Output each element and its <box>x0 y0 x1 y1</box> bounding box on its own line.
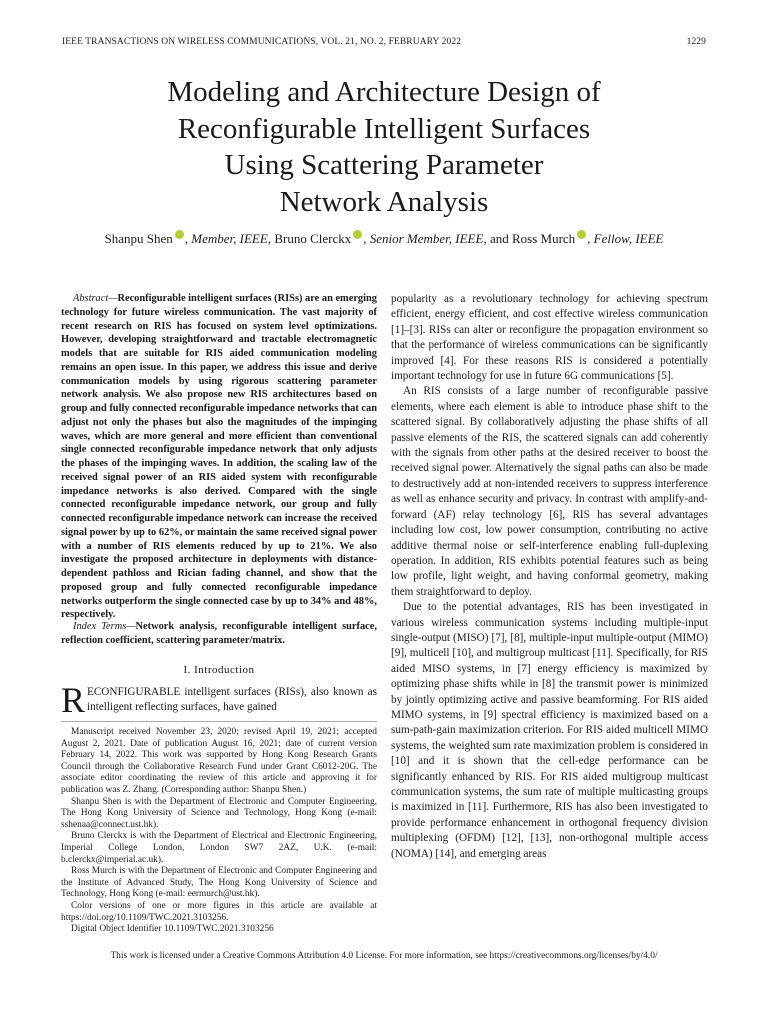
footnote: Bruno Clerckx is with the Department of Electrical and Electronic Engineering, Imperial College London, London SW7 2AZ, U.K. (e-mail: b.clerckx@imperial.ac.uk). <box>61 831 377 865</box>
intro-paragraph <box>61 680 377 720</box>
body-paragraph: Due to the potential advantages, RIS has been investigated in various wireless communication systems including multiple-input single-output (MISO) [7], [8], multiple-input multiple-output (MIMO) [9], multicell [10], and multigroup multicast [11]. Specifically, for RIS aided MISO systems, in [7] energy efficiency is maximized by optimizing phase shifts while in [8] the transmit power is minimized by jointly optimizing active and passive beamforming. For RIS aided MIMO systems, in [9] spectral efficiency is maximized based on a sum-path-gain maximization criterion. For RIS aided multicell MIMO systems, the weighted sum rate maximization problem is considered in [10] and it is shown that the cell-edge performance can be significantly enhanced by RIS. For RIS aided multigroup multicast communication systems, the sum rate of multiple multicasting groups is maximized in [11]. Furthermore, RIS has also been investigated to provide performance enhancement in orthogonal frequency division multiplexing (OFDM) [12], [13], non-orthogonal multiple access (NOMA) [14], and emerging areas <box>391 601 708 860</box>
footnote-rule <box>61 721 377 722</box>
journal-name: IEEE TRANSACTIONS ON WIRELESS COMMUNICATIONS, VOL. 21, NO. 2, FEBRUARY 2022 <box>62 37 462 47</box>
footnotes <box>61 727 377 936</box>
title-line: Reconfigurable Intelligent Surfaces <box>177 112 591 145</box>
index-terms <box>61 620 377 648</box>
author-list: Shanpu Shen , Member, IEEE, Bruno Clerckx , Senior Member, IEEE, and Ross Murch , Fellow, IEEE <box>104 231 664 246</box>
author-name: Ross Murch <box>511 231 576 246</box>
author-name: Shanpu Shen <box>104 231 173 246</box>
license-notice: This work is licensed under a Creative Commons Attribution 4.0 License. For more information, see https://creativecommons.org/licenses/by/4.0/ <box>110 951 658 961</box>
right-column <box>391 292 708 862</box>
title-line: Network Analysis <box>279 185 489 218</box>
abstract-text: Reconfigurable intelligent surfaces (RISs) are an emerging technology for future wireless communication. The vast majority of recent research on RIS has focused on system level optimizations. However, developing straightforward and tractable electromagnetic models that are suitable for RIS aided communication modeling remains an open issue. In this paper, we address this issue and derive communication models by using rigorous scattering parameter network analysis. We also propose new RIS architectures based on group and fully connected reconfigurable impedance networks that can adjust not only the phases but also the magnitudes of the impinging waves, which are more general and more efficient than conventional single connected reconfigurable impedance network that only adjusts the phases of the impinging waves. In addition, the scaling law of the received signal power of an RIS aided system with reconfigurable impedance networks is also derived. Compared with the single connected reconfigurable impedance network, our group and fully connected reconfigurable impedance network can increase the received signal power by up to 62%, or maintain the same received signal power with a number of RIS elements reduced by up to 21%. We also investigate the proposed architecture in deployments with distance-dependent pathloss and Rician fading channel, and show that the proposed group and fully connected reconfigurable impedance networks outperform the single connected case by up to 34% and 48%, respectively. <box>61 293 377 621</box>
abstract-label: Abstract— <box>73 293 118 304</box>
footnote: Ross Murch is with the Department of Electronic and Computer Engineering and the Institute of Advanced Study, The Hong Kong University of Science and Technology, Hong Kong (e-mail: eermurch@ust.hk). <box>61 866 377 900</box>
orcid-icon[interactable] <box>353 230 362 239</box>
author-affiliation: Fellow, IEEE <box>593 231 664 246</box>
body-paragraph: popularity as a revolutionary technology for achieving spectrum efficient, energy efficient, and cost effective wireless communication [1]–[3]. RISs can alter or reconfigure the propagation environment so that the performance of wireless communications can be significantly improved [4]. For these reasons RIS is considered a potentially important technology for use in future 6G communications [5]. <box>391 293 708 383</box>
intro-text: ECONFIGURABLE intelligent surfaces (RISs), also known as intelligent reflecting surfaces, have gained <box>87 686 377 714</box>
index-terms-label: Index Terms— <box>73 621 136 632</box>
index-terms-text: Network analysis, reconfigurable intelligent surface, reflection coefficient, scattering parameter/matrix. <box>61 621 377 646</box>
footnote: Digital Object Identifier 10.1109/TWC.2021.3103256 <box>71 924 274 935</box>
section-heading: I. Introduction <box>183 664 255 676</box>
title-line: Modeling and Architecture Design of <box>167 76 601 108</box>
orcid-icon[interactable] <box>175 230 184 239</box>
drop-cap: R <box>61 680 86 720</box>
abstract <box>61 292 377 622</box>
title-line: Using Scattering Parameter <box>224 149 544 181</box>
footnote: Color versions of one or more figures in this article are available at https://doi.org/10.1109/TWC.2021.3103256. <box>61 900 377 923</box>
running-header <box>62 37 706 51</box>
author-name: Bruno Clerckx <box>274 231 352 246</box>
orcid-icon[interactable] <box>577 230 586 239</box>
paper-title <box>60 74 708 220</box>
footnote: Manuscript received November 23, 2020; revised April 19, 2021; accepted August 2, 2021. Date of publication August 16, 2021; date of current version February 14, 2022. This work was supported by Hong Kong Research Grants Council through the Collaborative Research Fund under Grant C6012-20G. The associate editor coordinating the review of this article and approving it for publication was Z. Zhang. (Corresponding author: Shanpu Shen.) <box>61 727 377 795</box>
footnote: Shanpu Shen is with the Department of Electronic and Computer Engineering, The Hong Kong University of Science and Technology, Hong Kong (e-mail: sshenaa@connect.ust.hk). <box>61 796 377 830</box>
author-affiliation: Senior Member, IEEE <box>369 231 484 246</box>
page-number: 1229 <box>686 37 706 47</box>
author-affiliation: Member, IEEE <box>191 231 268 246</box>
body-paragraph: An RIS consists of a large number of reconfigurable passive elements, where each element is able to introduce phase shift to the scattered signal. By collaboratively adjusting the phase shifts of all passive elements of the RIS, the scattered signals can add coherently with the signals from other paths at the desired receiver to boost the received signal power. Alternatively the signal paths can also be made to destructively add at non-intended receivers to suppress interference as well as enhance security and privacy. In contrast with amplify-and-forward (AF) relay technology [6], RIS has several advantages including low cost, low power consumption, contributing no active additive thermal noise or self-interference enabling full-duplexing operation. In addition, RIS exhibits potential features such as being low profile, light weight, and having conformal geometry, making them straightforward to deploy. <box>391 385 708 598</box>
